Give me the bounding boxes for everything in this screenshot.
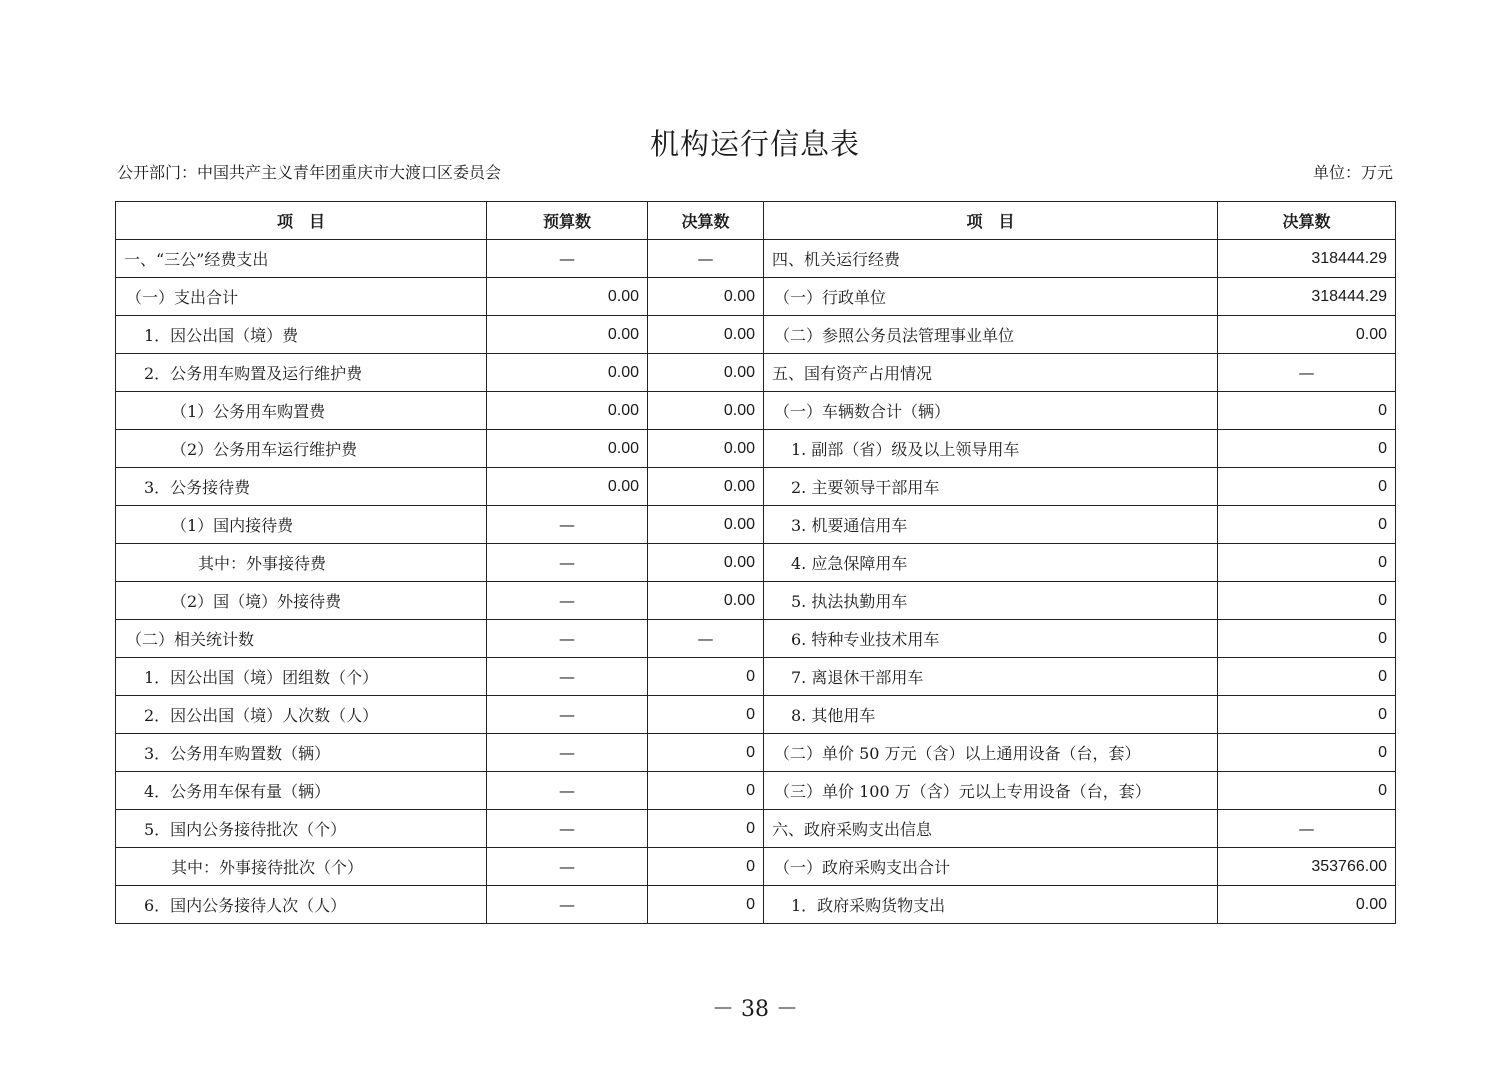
right-item: 6. 特种专业技术用车 bbox=[764, 620, 1218, 658]
header-budget: 预算数 bbox=[487, 202, 648, 240]
final-value-right: 0 bbox=[1218, 468, 1396, 506]
header-item-left: 项 目 bbox=[116, 202, 487, 240]
table-row bbox=[116, 354, 1396, 392]
budget-value: 0.00 bbox=[487, 392, 648, 430]
final-value-left: — bbox=[648, 620, 764, 658]
table-row bbox=[116, 468, 1396, 506]
right-item: 2. 主要领导干部用车 bbox=[764, 468, 1218, 506]
table-row bbox=[116, 392, 1396, 430]
institution-operation-table bbox=[115, 201, 1396, 924]
table-row bbox=[116, 506, 1396, 544]
budget-value: — bbox=[487, 772, 648, 810]
left-item: （二）相关统计数 bbox=[116, 620, 487, 658]
table-row bbox=[116, 582, 1396, 620]
right-item: 3. 机要通信用车 bbox=[764, 506, 1218, 544]
final-value-left: 0.00 bbox=[648, 316, 764, 354]
final-value-right: 0 bbox=[1218, 430, 1396, 468]
budget-value: — bbox=[487, 620, 648, 658]
department-label: 公开部门：中国共产主义青年团重庆市大渡口区委员会 bbox=[117, 163, 502, 182]
final-value-left: 0 bbox=[648, 658, 764, 696]
table-row bbox=[116, 658, 1396, 696]
right-item: 8. 其他用车 bbox=[764, 696, 1218, 734]
right-item: 7. 离退休干部用车 bbox=[764, 658, 1218, 696]
header-final-right: 决算数 bbox=[1218, 202, 1396, 240]
left-item: 2．公务用车购置及运行维护费 bbox=[116, 354, 487, 392]
right-item: 5. 执法执勤用车 bbox=[764, 582, 1218, 620]
final-value-right: 0 bbox=[1218, 506, 1396, 544]
final-value-right: 353766.00 bbox=[1218, 848, 1396, 886]
final-value-right: 0 bbox=[1218, 392, 1396, 430]
final-value-left: 0.00 bbox=[648, 582, 764, 620]
right-item: 1. 副部（省）级及以上领导用车 bbox=[764, 430, 1218, 468]
budget-value: — bbox=[487, 886, 648, 924]
final-value-right: 0.00 bbox=[1218, 316, 1396, 354]
left-item: 1．因公出国（境）费 bbox=[116, 316, 487, 354]
final-value-left: 0.00 bbox=[648, 354, 764, 392]
right-item: 4. 应急保障用车 bbox=[764, 544, 1218, 582]
final-value-left: 0.00 bbox=[648, 506, 764, 544]
final-value-left: 0.00 bbox=[648, 544, 764, 582]
budget-value: 0.00 bbox=[487, 468, 648, 506]
final-value-left: 0 bbox=[648, 696, 764, 734]
budget-value: — bbox=[487, 506, 648, 544]
budget-value: — bbox=[487, 848, 648, 886]
budget-value: 0.00 bbox=[487, 316, 648, 354]
final-value-left: 0 bbox=[648, 848, 764, 886]
final-value-left: 0 bbox=[648, 810, 764, 848]
left-item: （1）国内接待费 bbox=[116, 506, 487, 544]
left-item: 3．公务接待费 bbox=[116, 468, 487, 506]
page-title: 机构运行信息表 bbox=[649, 127, 860, 161]
left-item: （2）国（境）外接待费 bbox=[116, 582, 487, 620]
budget-value: — bbox=[487, 810, 648, 848]
left-item: 5．国内公务接待批次（个） bbox=[116, 810, 487, 848]
final-value-right: 318444.29 bbox=[1218, 278, 1396, 316]
left-item: 一、“三公”经费支出 bbox=[116, 240, 487, 278]
budget-value: — bbox=[487, 696, 648, 734]
final-value-right: 0 bbox=[1218, 582, 1396, 620]
right-item: 五、国有资产占用情况 bbox=[764, 354, 1218, 392]
unit-label: 单位：万元 bbox=[1312, 163, 1393, 182]
table-row bbox=[116, 696, 1396, 734]
left-item: 4．公务用车保有量（辆） bbox=[116, 772, 487, 810]
budget-value: 0.00 bbox=[487, 430, 648, 468]
left-item: 1．因公出国（境）团组数（个） bbox=[116, 658, 487, 696]
right-item: （一）车辆数合计（辆） bbox=[764, 392, 1218, 430]
final-value-left: 0 bbox=[648, 734, 764, 772]
table-row bbox=[116, 278, 1396, 316]
table-row bbox=[116, 810, 1396, 848]
final-value-left: 0.00 bbox=[648, 468, 764, 506]
table-header-row bbox=[116, 202, 1396, 240]
left-item: 3．公务用车购置数（辆） bbox=[116, 734, 487, 772]
right-item: （一）行政单位 bbox=[764, 278, 1218, 316]
page-number: － 38 － bbox=[712, 997, 798, 1022]
table-row bbox=[116, 544, 1396, 582]
left-item: 6．国内公务接待人次（人） bbox=[116, 886, 487, 924]
left-item: 2．因公出国（境）人次数（人） bbox=[116, 696, 487, 734]
budget-value: — bbox=[487, 658, 648, 696]
right-item: （二）参照公务员法管理事业单位 bbox=[764, 316, 1218, 354]
final-value-left: 0.00 bbox=[648, 392, 764, 430]
header-item-right: 项 目 bbox=[764, 202, 1218, 240]
right-item: 1．政府采购货物支出 bbox=[764, 886, 1218, 924]
budget-value: — bbox=[487, 544, 648, 582]
final-value-right: 0.00 bbox=[1218, 886, 1396, 924]
right-item: （二）单价 50 万元（含）以上通用设备（台，套） bbox=[764, 734, 1218, 772]
final-value-left: 0 bbox=[648, 772, 764, 810]
final-value-left: — bbox=[648, 240, 764, 278]
final-value-right: 0 bbox=[1218, 772, 1396, 810]
table-row bbox=[116, 848, 1396, 886]
final-value-right: 0 bbox=[1218, 544, 1396, 582]
budget-value: — bbox=[487, 240, 648, 278]
final-value-right: 0 bbox=[1218, 658, 1396, 696]
table-row bbox=[116, 772, 1396, 810]
right-item: （一）政府采购支出合计 bbox=[764, 848, 1218, 886]
final-value-right: 0 bbox=[1218, 620, 1396, 658]
final-value-right: 0 bbox=[1218, 734, 1396, 772]
left-item: （2）公务用车运行维护费 bbox=[116, 430, 487, 468]
budget-value: 0.00 bbox=[487, 354, 648, 392]
left-item: （一）支出合计 bbox=[116, 278, 487, 316]
left-item: （1）公务用车购置费 bbox=[116, 392, 487, 430]
table-row bbox=[116, 316, 1396, 354]
table-row bbox=[116, 430, 1396, 468]
final-value-right: — bbox=[1218, 810, 1396, 848]
budget-value: — bbox=[487, 734, 648, 772]
table-row bbox=[116, 620, 1396, 658]
final-value-left: 0 bbox=[648, 886, 764, 924]
right-item: 四、机关运行经费 bbox=[764, 240, 1218, 278]
right-item: 六、政府采购支出信息 bbox=[764, 810, 1218, 848]
budget-value: 0.00 bbox=[487, 278, 648, 316]
final-value-left: 0.00 bbox=[648, 278, 764, 316]
final-value-left: 0.00 bbox=[648, 430, 764, 468]
final-value-right: 318444.29 bbox=[1218, 240, 1396, 278]
header-final-left: 决算数 bbox=[648, 202, 764, 240]
left-item: 其中：外事接待批次（个） bbox=[116, 848, 487, 886]
table-row bbox=[116, 240, 1396, 278]
table-row bbox=[116, 734, 1396, 772]
table-row bbox=[116, 886, 1396, 924]
final-value-right: — bbox=[1218, 354, 1396, 392]
left-item: 其中：外事接待费 bbox=[116, 544, 487, 582]
right-item: （三）单价 100 万（含）元以上专用设备（台，套） bbox=[764, 772, 1218, 810]
budget-value: — bbox=[487, 582, 648, 620]
final-value-right: 0 bbox=[1218, 696, 1396, 734]
